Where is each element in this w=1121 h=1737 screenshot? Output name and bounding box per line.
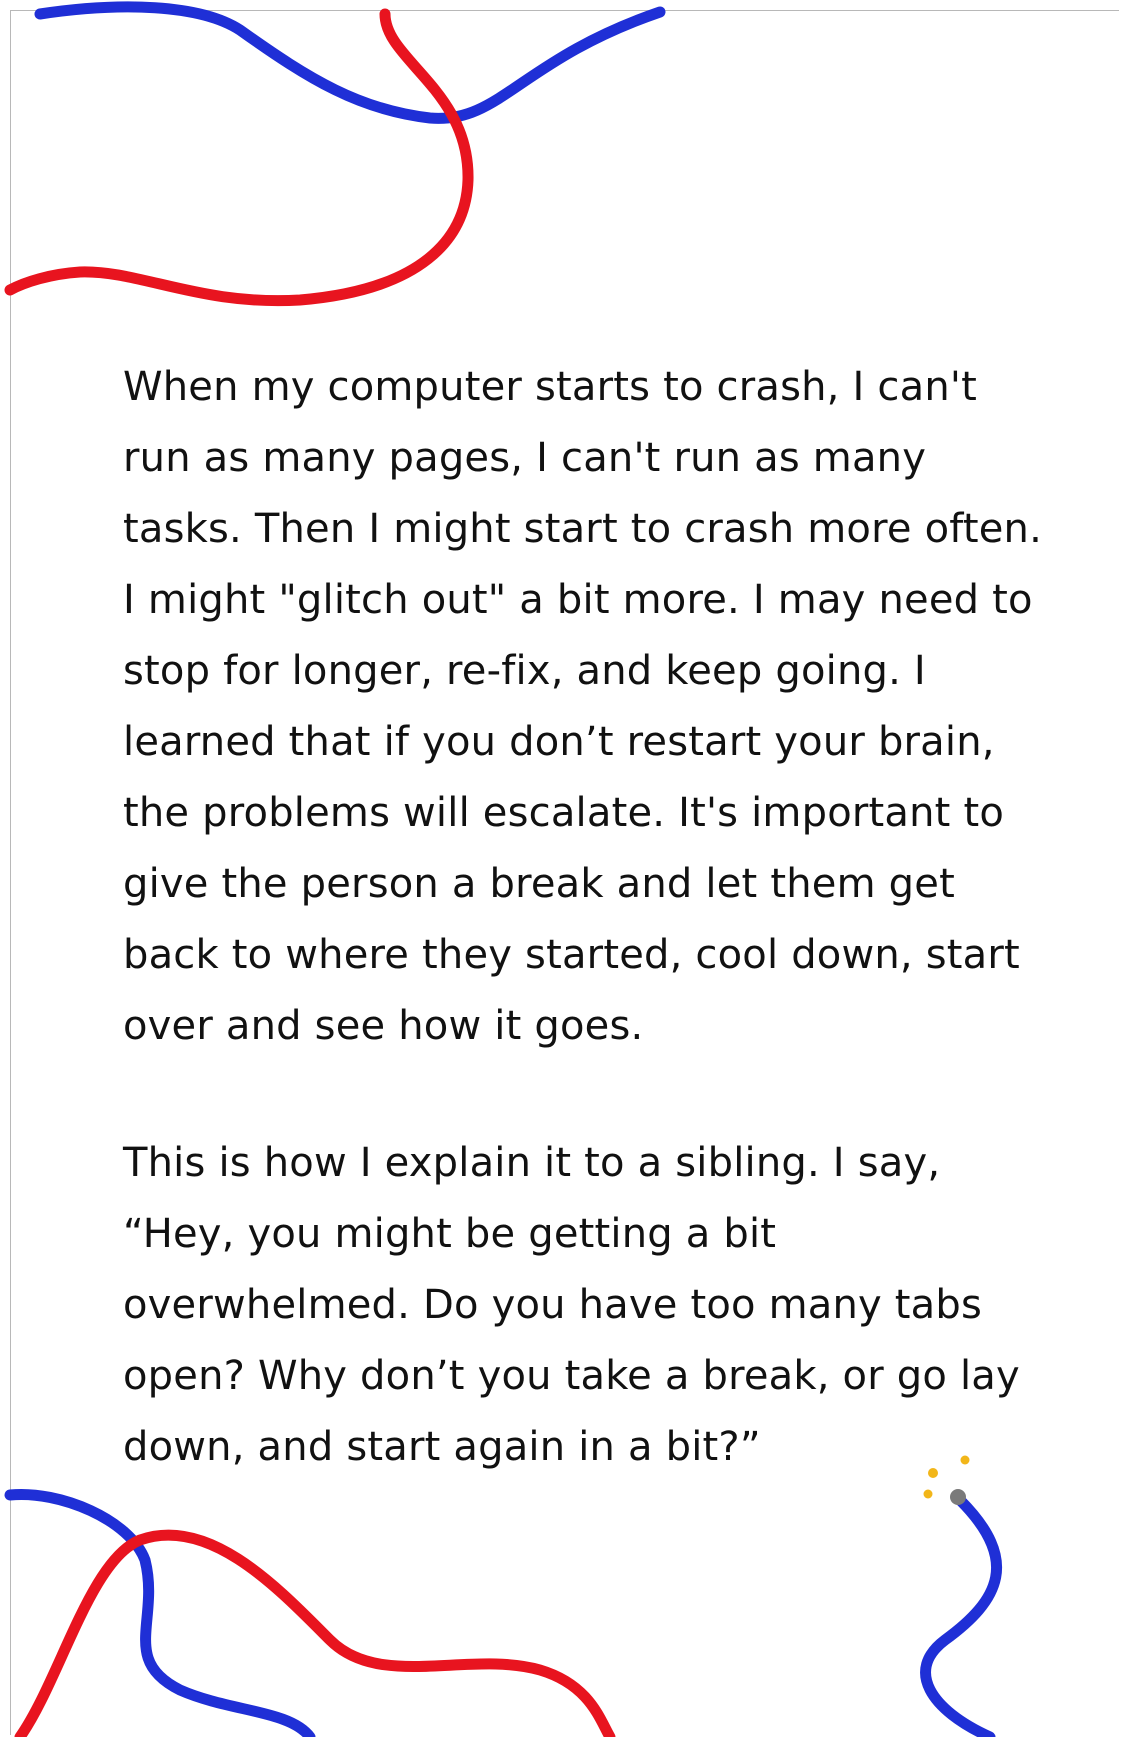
paragraph-sibling-explanation: This is how I explain it to a sibling. I say, “Hey, you might be getting a bit overwhelmed. Do you have too many tabs open? Why don’t you take a break, or go lay down, and start again in a bit?” bbox=[123, 1140, 1020, 1470]
paragraph-crash-explanation: When my computer starts to crash, I can't run as many pages, I can't run as many tasks. Then I might start to crash more often. I might "glitch out" a bit more. I may need to stop for longer, re-fix, and keep going. I learned that if you don’t restart your brain, the problems will escalate. It's important to give the person a break and let them get back to where they started, cool down, start over and see how it goes. bbox=[123, 364, 1043, 1049]
